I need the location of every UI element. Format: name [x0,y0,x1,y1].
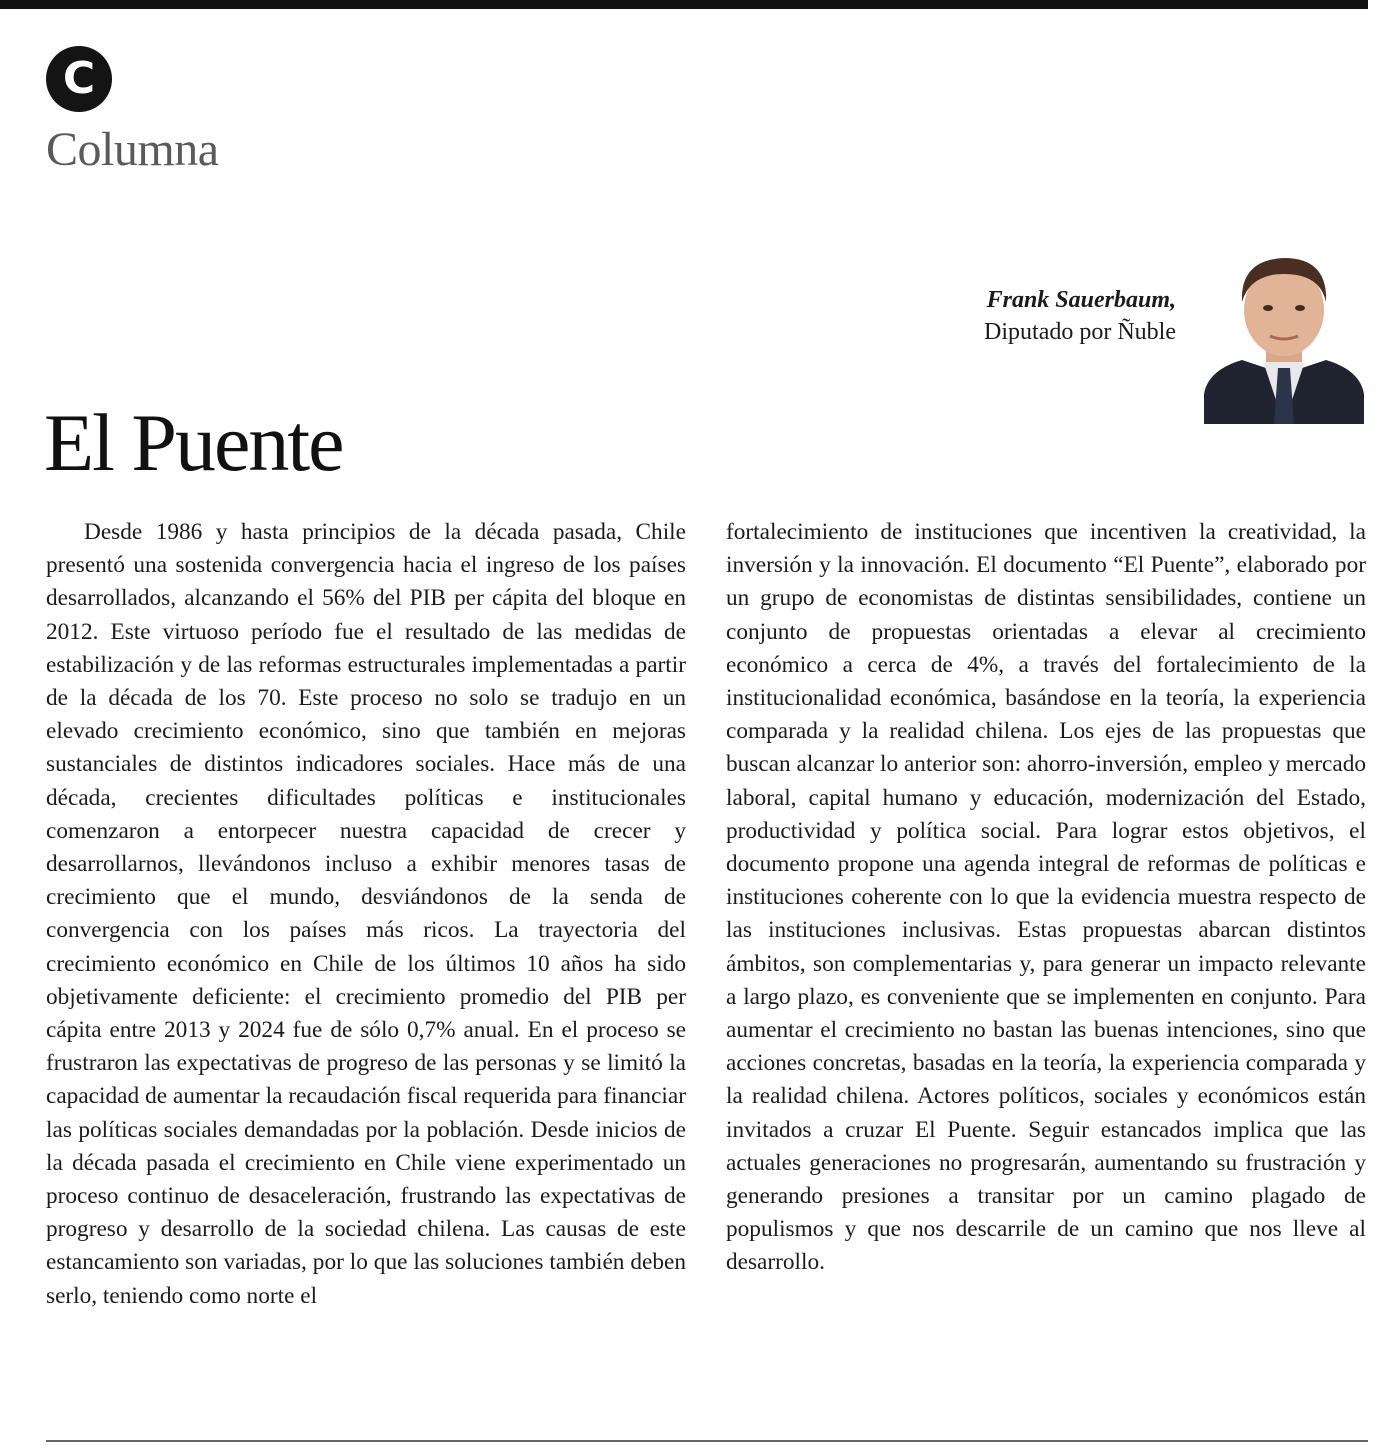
top-rule [0,0,1368,9]
author-photo [1204,244,1364,424]
bottom-rule [46,1440,1368,1442]
section-label: Columna [46,123,219,176]
article-column-left [46,516,686,1313]
byline [984,284,1176,348]
article-headline: El Puente [44,397,343,488]
section-badge: C [46,46,112,112]
author-name: Frank Sauerbaum, [986,287,1176,313]
author-role: Diputado por Ñuble [984,319,1176,345]
article-column-right [726,516,1366,1280]
article-paragraph: fortalecimiento de instituciones que incentiven la creatividad, la inversión y la innovación. El documento “El Puente”, elaborado por un grupo de economistas de distintas sensibilidades, contiene un conjunto de propuestas orientadas a elevar al crecimiento económico a cerca de 4%, a través del fortalecimiento de la institucionalidad económica, basándose en la teoría, la experiencia comparada y la realidad chilena. Los ejes de las propuestas que buscan alcanzar lo anterior son: ahorro-inversión, empleo y mercado laboral, capital humano y educación, modernización del Estado, productividad y política social. Para lograr estos objetivos, el documento propone una agenda integral de reformas de políticas e instituciones coherente con lo que la evidencia muestra respecto de las instituciones inclusivas. Estas propuestas abarcan distintos ámbitos, son complementarias y, para generar un impacto relevante a largo plazo, es conveniente que se implementen en conjunto. Para aumentar el crecimiento no bastan las buenas intenciones, sino que acciones concretas, basadas en la teoría, la experiencia comparada y la realidad chilena. Actores políticos, sociales y económicos están invitados a cruzar El Puente. Seguir estancados implica que las actuales generaciones no progresarán, aumentando su frustración y generando presiones a transitar por un camino plagado de populismos y que nos descarrile de un camino que nos lleve al desarrollo. [726,519,1366,1276]
article-paragraph: Desde 1986 y hasta principios de la década pasada, Chile presentó una sostenida convergencia hacia el ingreso de los países desarrollados, alcanzando el 56% del PIB per cápita del bloque en 2012. Este virtuoso período fue el resultado de las medidas de estabilización y de las reformas estructurales implementadas a partir de la década de los 70. Este proceso no solo se tradujo en un elevado crecimiento económico, sino que también en mejoras sustanciales de distintos indicadores sociales. Hace más de una década, crecientes dificultades políticas e institucionales comenzaron a entorpecer nuestra capacidad de crecer y desarrollarnos, llevándonos incluso a exhibir menores tasas de crecimiento que el mundo, desviándonos de la senda de convergencia con los países más ricos. La trayectoria del crecimiento económico en Chile de los últimos 10 años ha sido objetivamente deficiente: el crecimiento promedio del PIB per cápita entre 2013 y 2024 fue de sólo 0,7% anual. En el proceso se frustraron las expectativas de progreso de las personas y se limitó la capacidad de aumentar la recaudación fiscal requerida para financiar las políticas sociales demandadas por la población. Desde inicios de la década pasada el crecimiento en Chile viene experimentado un proceso continuo de desaceleración, frustrando las expectativas de progreso y desarrollo de la sociedad chilena. Las causas de este estancamiento son variadas, por lo que las soluciones también deben serlo, teniendo como norte el [46,519,686,1309]
